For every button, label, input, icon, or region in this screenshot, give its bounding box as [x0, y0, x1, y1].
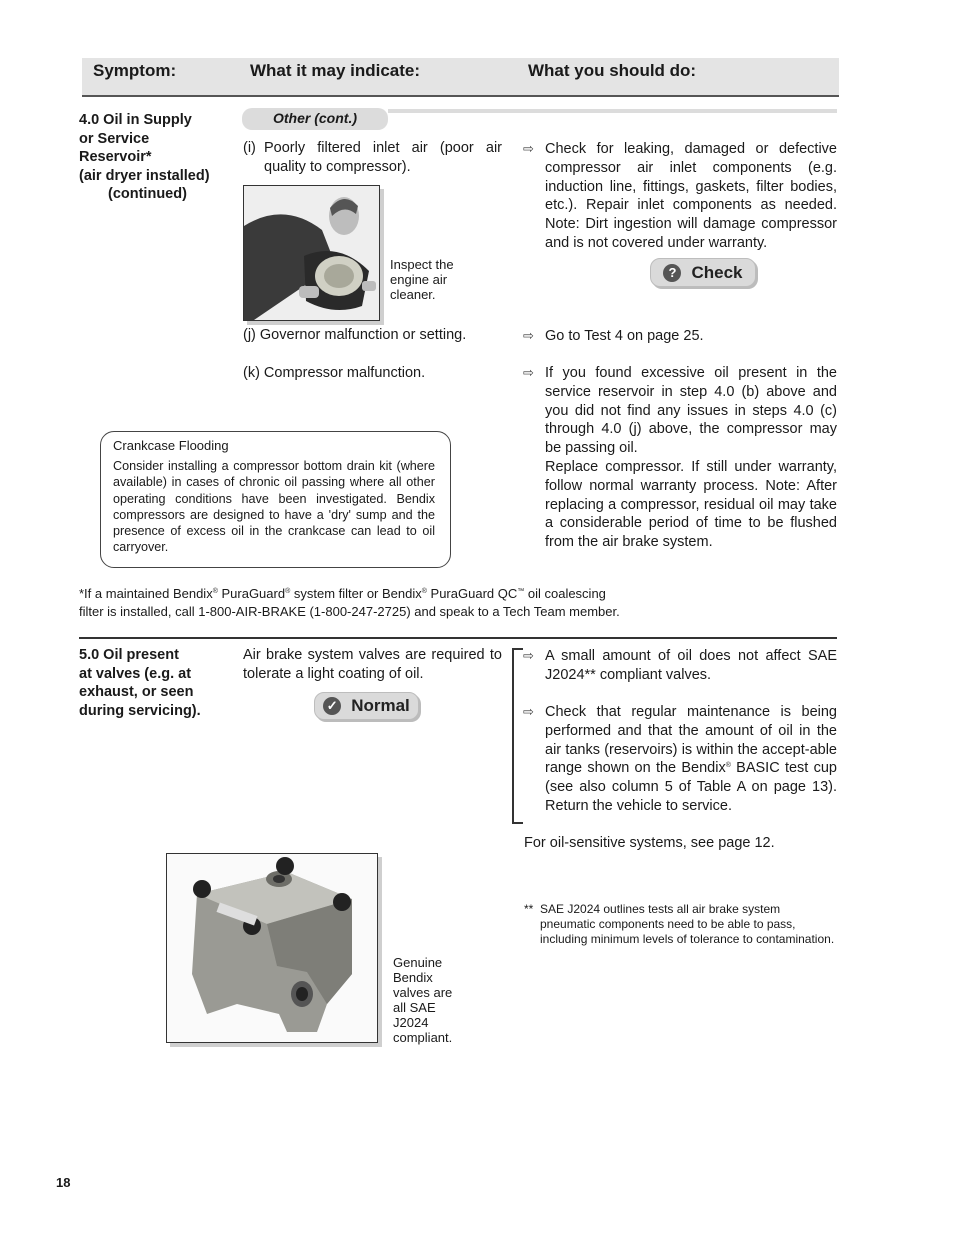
footnote-line-2: filter is installed, call 1-800-AIR-BRAKE (1-800-247-2725) and speak to a Tech Team member.: [79, 603, 620, 619]
item-i-label: (i): [243, 140, 256, 156]
symptom-line: at valves (e.g. at: [79, 665, 192, 682]
item-i-action-text: Check for leaking, damaged or defective compressor air inlet components (e.g. induction line, fittings, gaskets, filter bodies, etc.). Repair inlet components as needed. Note: Dirt ingestion will damage compressor and is not covered under warranty.: [545, 141, 837, 251]
item-j-text: (j) Governor malfunction or setting.: [243, 327, 467, 343]
checkmark-icon: ✓: [323, 697, 341, 715]
symptom-line: (continued): [108, 186, 187, 203]
item-i-text: Poorly filtered inlet air (poor air quality to compressor).: [264, 140, 502, 175]
oil-sensitive-note: For oil-sensitive systems, see page 12.: [524, 835, 775, 851]
item-j-action: [523, 327, 837, 346]
section4-symptom: [79, 111, 239, 204]
crankcase-flooding-note: [100, 431, 451, 568]
header-symptom: Symptom:: [93, 61, 177, 80]
arrow-icon: ⇨: [523, 141, 534, 156]
check-badge-label: Check: [691, 262, 743, 282]
question-icon: ?: [663, 264, 681, 282]
sae-footnote-text: SAE J2024 outlines tests all air brake system pneumatic components need to be able to pass, including minimum levels of tolerance to contamination.: [540, 902, 835, 946]
footnote-line-1: [79, 585, 779, 603]
actions-bracket: [512, 648, 523, 824]
note-body: Consider installing a compressor bottom drain kit (where available) in cases of chronic oil passing where all other operating conditions have been investigated. Bendix compressors are designed to have a 'dry' sump and the presence of excess oil in the crankcase can lead to oil carryover.: [113, 459, 435, 555]
item-i: [243, 139, 502, 177]
normal-badge-label: Normal: [351, 696, 410, 715]
reg-mark: ®: [285, 588, 291, 595]
page-number: 18: [56, 1175, 71, 1190]
other-cont-tab: Other (cont.): [242, 108, 388, 130]
symptom-line: or Service: [79, 130, 150, 147]
section4-footnote: [79, 585, 779, 620]
tab-divider: [388, 109, 837, 113]
section5-action-1: [523, 647, 837, 685]
reg-mark: ®: [212, 588, 218, 595]
valve-caption: Genuine Bendix valves are all SAE J2024 compliant.: [393, 955, 453, 1045]
arrow-icon: ⇨: [523, 328, 534, 343]
bendix-valve-image: [167, 854, 377, 1042]
sae-footnote: [524, 902, 837, 947]
symptom-line: 5.0 Oil present: [79, 647, 179, 663]
normal-badge: [314, 692, 419, 720]
section5-action-2-text-b: BASIC test cup (see also column 5 of Table A on page 13). Return the vehicle to service.: [545, 760, 837, 814]
valve-photo: [166, 853, 378, 1043]
section5-indicate: Air brake system valves are required to tolerate a light coating of oil.: [243, 647, 502, 682]
symptom-line: 4.0 Oil in Supply: [79, 112, 192, 128]
item-i-action: [523, 140, 837, 253]
symptom-line: Reservoir*: [79, 149, 152, 166]
section5-symptom: [79, 646, 239, 720]
reg-mark: ®: [725, 762, 731, 770]
item-j-action-text: Go to Test 4 on page 25.: [545, 328, 704, 344]
mechanic-inspecting-air-cleaner-image: [244, 186, 379, 320]
footnote-text: oil coalescing: [524, 586, 606, 601]
tm-mark: ™: [517, 588, 525, 595]
item-k-action: [523, 364, 837, 552]
footnote-text: *If a maintained Bendix: [79, 586, 213, 601]
item-k-action-text-2: Replace compressor. If still under warranty, follow normal warranty process. Note: After replacing a compressor, residual oil may take a considerable period of time to be flushed from the air brake system.: [545, 458, 837, 551]
check-badge: [650, 258, 756, 287]
arrow-icon: ⇨: [523, 365, 534, 380]
footnote-text: PuraGuard QC: [426, 586, 518, 601]
arrow-icon: ⇨: [523, 704, 534, 719]
item-k-text: (k) Compressor malfunction.: [243, 365, 426, 381]
footnote-text: system filter or Bendix: [290, 586, 422, 601]
arrow-icon: ⇨: [523, 648, 534, 663]
symptom-line: exhaust, or seen: [79, 684, 194, 701]
section5-action-2: [523, 703, 837, 816]
reg-mark: ®: [421, 588, 427, 595]
air-cleaner-photo: [243, 185, 380, 321]
symptom-line: during servicing).: [79, 702, 201, 719]
item-k-action-text-1: If you found excessive oil present in the service reservoir in step 4.0 (b) above and you did not find any issues in steps 4.0 (c) through 4.0 (j) above, the compressor may be passing oil.: [545, 365, 837, 457]
section5-action-1-text: A small amount of oil does not affect SAE J2024** compliant valves.: [545, 648, 837, 683]
note-title: Crankcase Flooding: [113, 438, 229, 453]
header-what-it-may-indicate: What it may indicate:: [250, 61, 421, 80]
section5-action-2-text-a: Check that regular maintenance is being performed and that the amount of oil in the air tanks (reservoirs) is within the accept-able range shown on the Bendix: [545, 704, 837, 777]
air-cleaner-caption: Inspect the engine air cleaner.: [390, 257, 454, 302]
header-what-you-should-do: What you should do:: [528, 61, 697, 80]
table-header-bar: [82, 58, 839, 97]
footnote-text: PuraGuard: [217, 586, 286, 601]
section-divider: [79, 637, 837, 639]
footnote-mark: **: [524, 902, 534, 916]
symptom-line: (air dryer installed): [79, 167, 210, 184]
